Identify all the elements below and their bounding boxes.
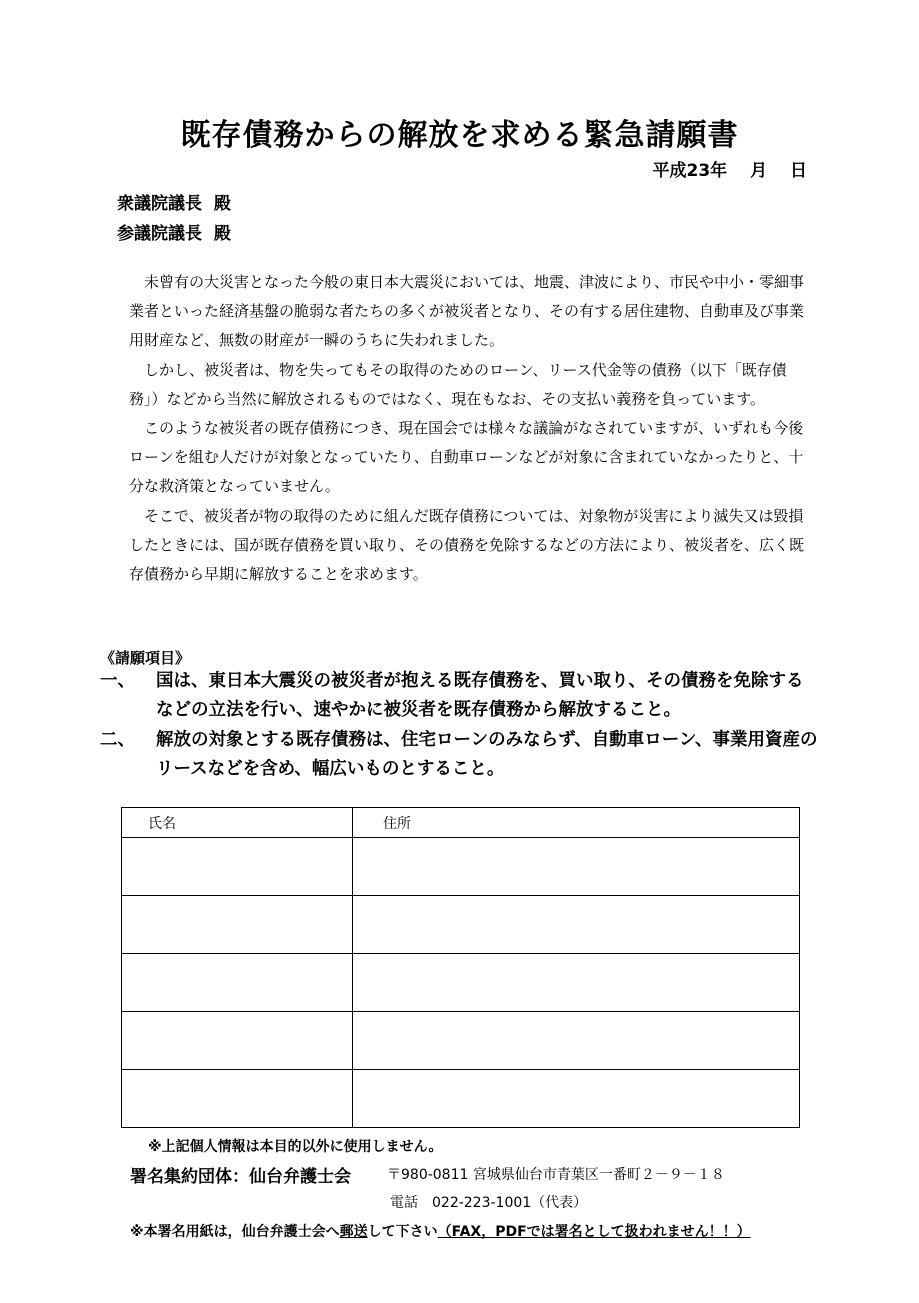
organization-address: 〒980-0811 宮城県仙台市青葉区一番町２－９－１８ — [387, 1167, 725, 1183]
petition-item — [100, 726, 818, 784]
address-cell[interactable] — [353, 1012, 800, 1070]
petition-items-heading: 《請願項目》 — [100, 649, 191, 667]
petition-body — [129, 268, 809, 589]
table-row — [122, 1070, 800, 1128]
address-cell[interactable] — [353, 838, 800, 896]
collecting-organization: 署名集約団体：仙台弁護士会 — [130, 1167, 351, 1187]
table-row — [122, 838, 800, 896]
table-header-row — [122, 808, 800, 838]
address-cell[interactable] — [353, 896, 800, 954]
name-cell[interactable] — [122, 838, 353, 896]
item-number: 一、 — [100, 671, 135, 691]
address-cell[interactable] — [353, 1070, 800, 1128]
petition-item — [100, 667, 818, 725]
item-text: 解放の対象とする既存債務は、住宅ローンのみならず、自動車ローン、事業用資産のリースなどを含め、幅広いものとすること。 — [156, 730, 818, 779]
address-column-header: 住所 — [353, 808, 800, 838]
organization-phone: 電話 022-223-1001（代表） — [390, 1195, 588, 1211]
mailing-instruction — [130, 1221, 751, 1241]
mail-note-middle: して下さい — [367, 1224, 438, 1240]
name-cell[interactable] — [122, 1012, 353, 1070]
table-row — [122, 896, 800, 954]
body-paragraph: 未曾有の大災害となった今般の東日本大震災においては、地震、津波により、市民や中小・零細事業者といった経済基盤の脆弱な者たちの多くが被災者となり、その有する居住建物、自動車及び事業用財産など、無数の財産が一瞬のうちに失われました。 — [129, 273, 805, 350]
signature-table — [121, 807, 800, 1128]
body-paragraph: このような被災者の既存債務につき、現在国会では様々な議論がなされていますが、いずれも今後ローンを組む人だけが対象となっていたり、自動車ローンなどが対象に含まれていなかったりと、十分な救済策となっていません。 — [129, 419, 804, 496]
address-cell[interactable] — [353, 954, 800, 1012]
privacy-note: ※上記個人情報は本目的以外に使用しません。 — [148, 1139, 443, 1155]
mail-note-warning: （FAX，PDFでは署名として扱われません！！） — [437, 1224, 751, 1240]
addressee-house-of-representatives: 衆議院議長 殿 — [117, 194, 231, 214]
name-cell[interactable] — [122, 896, 353, 954]
date-line: 平成23年 月 日 — [652, 161, 807, 181]
name-cell[interactable] — [122, 1070, 353, 1128]
table-row — [122, 1012, 800, 1070]
page-title: 既存債務からの解放を求める緊急請願書 — [180, 118, 739, 153]
table-row — [122, 954, 800, 1012]
body-paragraph: そこで、被災者が物の取得のために組んだ既存債務については、対象物が災害により滅失又は毀損したときには、国が既存債務を買い取り、その債務を免除するなどの方法により、被災者を、広く既存債務から早期に解放することを求めます。 — [129, 506, 805, 584]
name-column-header: 氏名 — [122, 808, 353, 838]
mail-note-emphasis: 郵送 — [339, 1224, 368, 1240]
addressee-house-of-councillors: 参議院議長 殿 — [117, 224, 231, 244]
body-paragraph: しかし、被災者は、物を失ってもその取得のためのローン、リース代金等の債務（以下「既存債務」）などから当然に解放されるものではなく、現在もなお、その支払い義務を負っています。 — [129, 360, 787, 408]
mail-note-prefix: ※本署名用紙は，仙台弁護士会へ — [130, 1224, 340, 1240]
name-cell[interactable] — [122, 954, 353, 1012]
item-text: 国は、東日本大震災の被災者が抱える既存債務を、買い取り、その債務を免除するなどの立法を行い、速やかに被災者を既存債務から解放すること。 — [156, 671, 804, 720]
item-number: 二、 — [100, 730, 135, 750]
